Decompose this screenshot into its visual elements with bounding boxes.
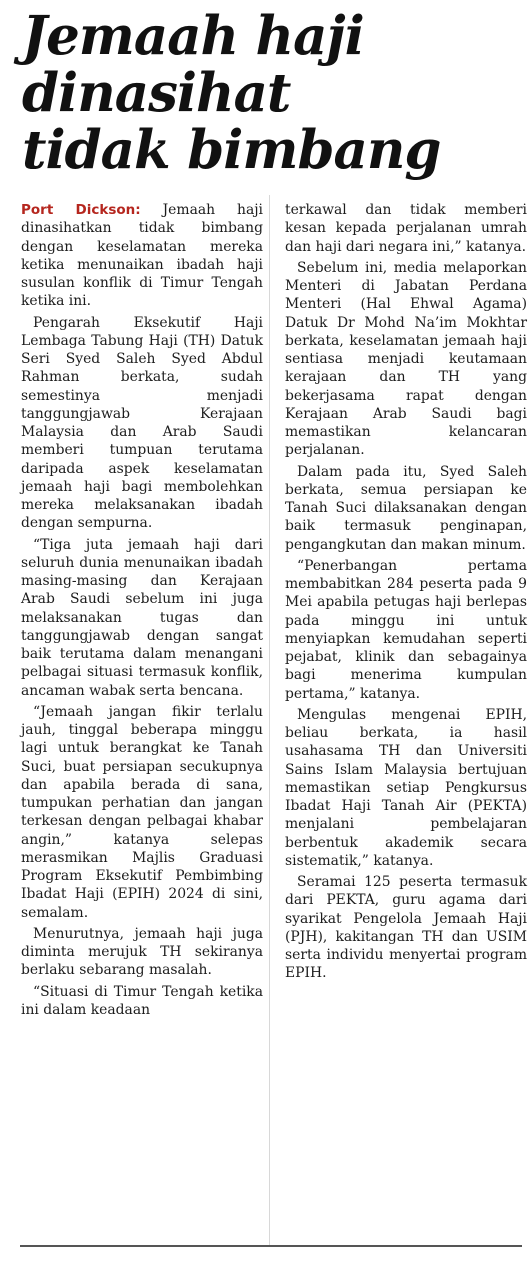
headline-line-3: tidak bimbang [22, 119, 441, 181]
headline-line-2: dinasihat [22, 62, 291, 124]
article-column-left [21, 201, 263, 1022]
article-column-right [285, 201, 527, 986]
bottom-rule-right [266, 1245, 522, 1247]
article-paragraph: Seramai 125 peserta termasuk dari PEKTA, guru agama dari syarikat Pengelola Jemaah Haji (PJH), kakitangan TH dan USIM serta individu menyertai program EPIH. [285, 874, 527, 982]
bottom-rule-left [20, 1245, 266, 1247]
article-paragraph: “Tiga juta jemaah haji dari seluruh dunia menunaikan ibadah masing-masing dan Kerajaan Arab Saudi sebelum ini juga melaksanakan tugas dan tanggungjawab dengan sangat baik terutama dalam menangani pelbagai situasi termasuk konflik, ancaman wabak serta bencana. [21, 536, 263, 699]
article-paragraph: Menurutnya, jemaah haji juga diminta merujuk TH sekiranya berlaku sebarang masalah. [21, 925, 263, 979]
article-paragraph: Mengulas mengenai EPIH, beliau berkata, ia hasil usahasama TH dan Universiti Sains Islam Malaysia bertujuan memastikan setiap Pengkursus Ibadat Haji Tanah Air (PEKTA) menjalani pembelajaran berbentuk akademik secara sistematik,” katanya. [285, 706, 527, 869]
column-divider [269, 195, 270, 1245]
article-paragraph: Dalam pada itu, Syed Saleh berkata, semua persiapan ke Tanah Suci dilaksanakan dengan baik termasuk penginapan, pengangkutan dan makan minum. [285, 463, 527, 553]
headline [22, 5, 522, 181]
article-paragraph: “Penerbangan pertama membabitkan 284 peserta pada 9 Mei apabila petugas haji berlepas pada minggu ini untuk menyiapkan kemudahan seperti pejabat, klinik dan sebagainya bagi menerima kumpulan pertama,” katanya. [285, 557, 527, 702]
article-paragraph [21, 201, 263, 311]
headline-line-1: Jemaah haji [22, 5, 364, 67]
lead-text: Jemaah haji dinasihatkan tidak bimbang dengan keselamatan mereka ketika menunaikan ibadah haji susulan konflik di Timur Tengah ketika ini. [21, 202, 263, 310]
article-paragraph-continued: terkawal dan tidak memberi kesan kepada perjalanan umrah dan haji dari negara ini,” katanya. [285, 202, 527, 255]
article-paragraph: Pengarah Eksekutif Haji Lembaga Tabung Haji (TH) Datuk Seri Syed Saleh Syed Abdul Rahman berkata, sudah semestinya menjadi tanggungjawab Kerajaan Malaysia dan Arab Saudi memberi tumpuan terutama daripada aspek keselamatan jemaah haji bagi membolehkan mereka melaksanakan ibadah dengan sempurna. [21, 314, 263, 532]
article-paragraph: “Situasi di Timur Tengah ketika ini dalam keadaan [21, 983, 263, 1018]
dateline: Port Dickson: [21, 202, 141, 218]
article-paragraph: “Jemaah jangan fikir terlalu jauh, tinggal beberapa minggu lagi untuk berangkat ke Tanah Suci, buat persiapan secukupnya dan apabila berada di sana, tumpukan perhatian dan jangan terkesan dengan pelbagai khabar angin,” katanya selepas merasmikan Majlis Graduasi Program Eksekutif Pembimbing Ibadat Haji (EPIH) 2024 di sini, semalam. [21, 703, 263, 921]
article-paragraph: Sebelum ini, media melaporkan Menteri di Jabatan Perdana Menteri (Hal Ehwal Agama) Datuk Dr Mohd Na’im Mokhtar berkata, keselamatan jemaah haji sentiasa menjadi keutamaan kerajaan dan TH yang bekerjasama rapat dengan Kerajaan Arab Saudi bagi memastikan kelancaran perjalanan. [285, 259, 527, 459]
